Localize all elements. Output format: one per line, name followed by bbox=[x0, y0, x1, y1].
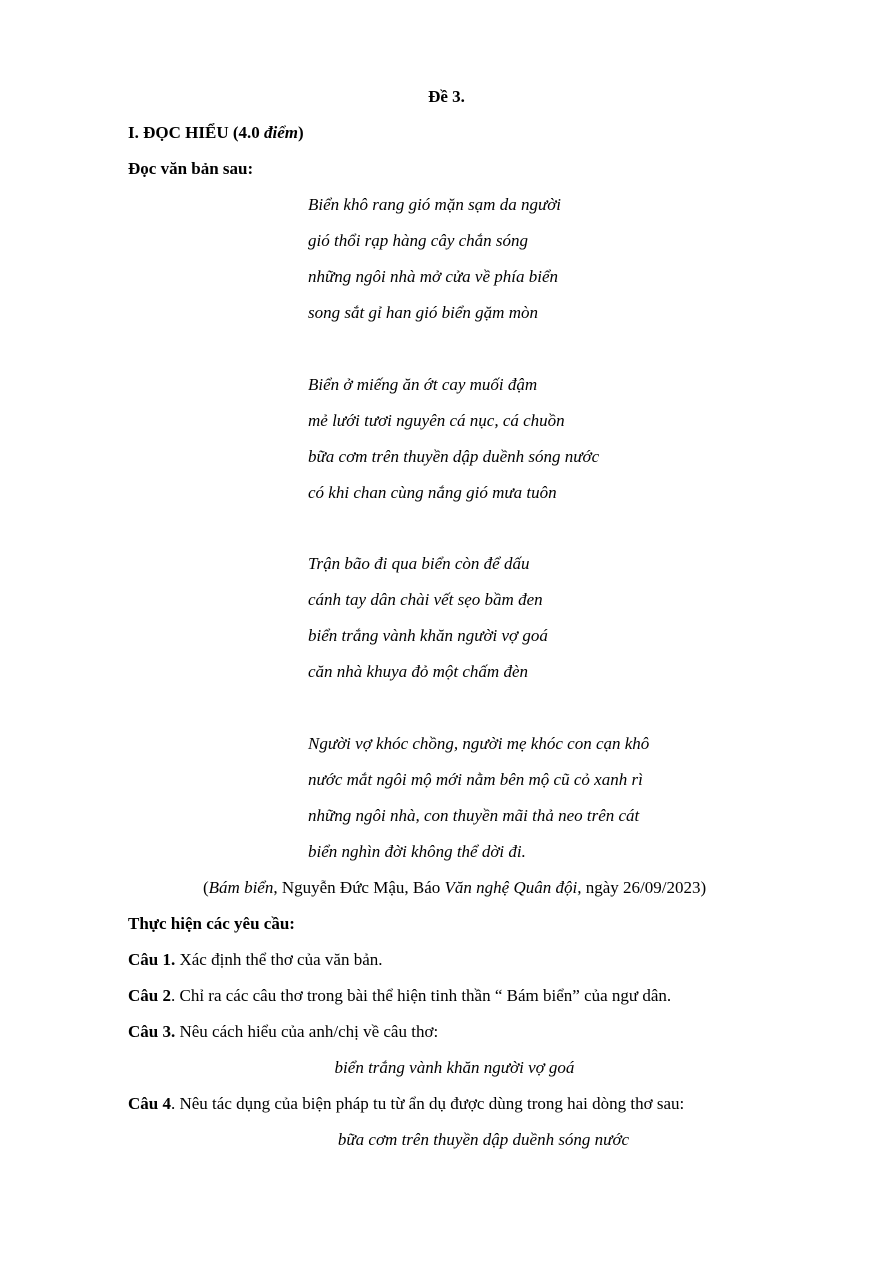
question-label: Câu 4 bbox=[128, 1094, 171, 1113]
poem-line: Người vợ khóc chồng, người mẹ khóc con cạn khô bbox=[308, 734, 650, 753]
question-label: Câu 3. bbox=[128, 1022, 176, 1041]
section-heading bbox=[128, 123, 304, 143]
poem-line: gió thổi rạp hàng cây chắn sóng bbox=[308, 231, 529, 250]
source-work: Bám biển bbox=[208, 878, 274, 897]
poem-line: những ngôi nhà mở cửa về phía biển bbox=[308, 267, 558, 286]
question-3 bbox=[128, 1022, 438, 1042]
question-text: Nêu cách hiểu của anh/chị về câu thơ: bbox=[175, 1022, 439, 1041]
reading-instruction: Đọc văn bản sau: bbox=[128, 159, 254, 178]
requirements-heading: Thực hiện các yêu cầu: bbox=[128, 914, 295, 933]
question-text: Xác định thể thơ của văn bản. bbox=[175, 950, 383, 969]
question-text: . Chỉ ra các câu thơ trong bài thể hiện tinh thần “ Bám biển” của ngư dân. bbox=[170, 986, 672, 1005]
source-paper: Văn nghệ Quân đội bbox=[444, 878, 578, 897]
section-heading-close: ) bbox=[298, 123, 304, 142]
question-text: . Nêu tác dụng của biện pháp tu từ ẩn dụ được dùng trong hai dòng thơ sau: bbox=[170, 1094, 685, 1113]
poem-line: căn nhà khuya đỏ một chấm đèn bbox=[308, 662, 529, 681]
question-3-quote: biển trắng vành khăn người vợ goá bbox=[334, 1058, 575, 1077]
question-1 bbox=[128, 950, 383, 970]
poem-line: những ngôi nhà, con thuyền mãi thả neo trên cát bbox=[308, 806, 640, 825]
poem-line: Biển khô rang gió mặn sạm da người bbox=[308, 195, 562, 214]
source-date: , ngày 26/09/2023) bbox=[577, 878, 707, 897]
poem-line: Biển ở miếng ăn ớt cay muối đậm bbox=[308, 375, 538, 394]
question-4-quote: bữa cơm trên thuyền dập duềnh sóng nước bbox=[337, 1130, 630, 1149]
question-label: Câu 2 bbox=[128, 986, 171, 1005]
poem-line: Trận bão đi qua biển còn để dấu bbox=[308, 554, 530, 573]
source-open: ( bbox=[203, 878, 209, 897]
poem-line: có khi chan cùng nắng gió mưa tuôn bbox=[308, 483, 557, 502]
exam-title: Đề 3. bbox=[428, 87, 465, 106]
poem-line: biển nghìn đời không thể dời đi. bbox=[308, 842, 526, 861]
question-label: Câu 1. bbox=[128, 950, 176, 969]
poem-source bbox=[203, 878, 706, 898]
question-4 bbox=[128, 1094, 684, 1114]
poem-line: bữa cơm trên thuyền dập duềnh sóng nước bbox=[308, 447, 600, 466]
poem-line: cánh tay dân chài vết sẹo bầm đen bbox=[308, 590, 543, 609]
question-2 bbox=[128, 986, 671, 1006]
poem-line: nước mắt ngôi mộ mới nằm bên mộ cũ cỏ xanh rì bbox=[308, 770, 643, 789]
section-heading-main: I. ĐỌC HIỂU (4.0 bbox=[128, 123, 265, 142]
poem-line: mẻ lưới tươi nguyên cá nục, cá chuồn bbox=[308, 411, 565, 430]
source-author-paper: , Nguyễn Đức Mậu, Báo bbox=[273, 878, 445, 897]
poem-line: biển trắng vành khăn người vợ goá bbox=[308, 626, 548, 645]
section-heading-points: điểm bbox=[264, 123, 299, 142]
poem-line: song sắt gỉ han gió biển gặm mòn bbox=[308, 303, 538, 322]
